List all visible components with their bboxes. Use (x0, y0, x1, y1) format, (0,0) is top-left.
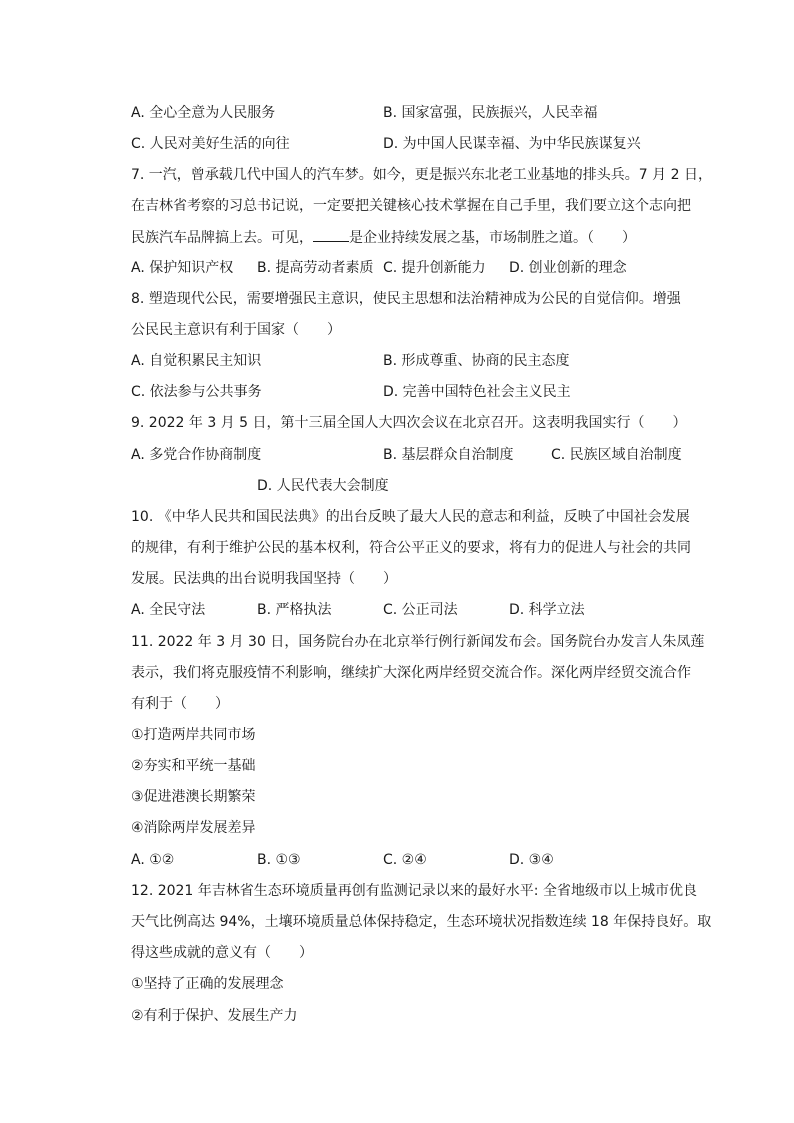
q10-option-b: B. 严格执法 (257, 602, 332, 618)
q11-stem-line1: 11. 2022 年 3 月 30 日，国务院台办在北京举行例行新闻发布会。国务院台办发言人朱凤莲 (131, 634, 705, 650)
q11-option-c: C. ②④ (383, 852, 427, 868)
q6-option-a: A. 全心全意为人民服务 (131, 105, 276, 121)
q11-stem-line3: 有利于（ ） (131, 696, 229, 712)
q11-statement-3: ③促进港澳长期繁荣 (131, 789, 256, 805)
q8-option-d: D. 完善中国特色社会主义民主 (383, 384, 571, 400)
q6-option-d: D. 为中国人民谋幸福、为中华民族谋复兴 (383, 136, 641, 152)
q10-stem-line2: 的规律，有利于维护公民的基本权利，符合公平正义的要求，将有力的促进人与社会的共同 (131, 540, 691, 556)
q12-statement-2: ②有利于保护、发展生产力 (131, 1008, 298, 1024)
q7-option-c: C. 提升创新能力 (383, 260, 486, 276)
q12-stem-line1: 12. 2021 年吉林省生态环境质量再创有监测记录以来的最好水平: 全省地级市以上城市优良 (131, 883, 697, 899)
q9-option-a: A. 多党合作协商制度 (131, 447, 262, 463)
q11-statement-1: ①打造两岸共同市场 (131, 727, 256, 743)
q7-stem-line3 (131, 228, 636, 247)
q9-stem-line1: 9. 2022 年 3 月 5 日，第十三届全国人大四次会议在北京召开。这表明我国实行（ ） (131, 415, 687, 431)
q7-stem-line1: 7. 一汽，曾承载几代中国人的汽车梦。如今，更是振兴东北老工业基地的排头兵。7 月 2 日， (131, 167, 712, 183)
q7-stem-line2: 在吉林省考察的习总书记说，一定要把关键核心技术掌握在自己手里，我们要立这个志向把 (131, 198, 691, 214)
q9-option-d: D. 人民代表大会制度 (257, 478, 389, 494)
q7-option-d: D. 创业创新的理念 (509, 260, 627, 276)
q10-stem-line3: 发展。民法典的出台说明我国坚持（ ） (131, 571, 397, 587)
q8-option-c: C. 依法参与公共事务 (131, 384, 262, 400)
q11-option-d: D. ③④ (509, 852, 554, 868)
q8-option-a: A. 自觉积累民主知识 (131, 353, 262, 369)
q11-option-b: B. ①③ (257, 852, 301, 868)
q11-option-a: A. ①② (131, 852, 175, 868)
q8-stem-line1: 8. 塑造现代公民，需要增强民主意识，使民主思想和法治精神成为公民的自觉信仰。增强 (131, 291, 681, 307)
q7-stem-line3-post: 是企业持续发展之基，市场制胜之道。（ ） (349, 230, 636, 246)
q10-option-a: A. 全民守法 (131, 602, 206, 618)
q12-statement-1: ①坚持了正确的发展理念 (131, 976, 284, 992)
q7-option-a: A. 保护知识产权 (131, 260, 234, 276)
q11-statement-2: ②夯实和平统一基础 (131, 758, 256, 774)
q12-stem-line2: 天气比例高达 94%，土壤环境质量总体保持稳定，生态环境状况指数连续 18 年保持良好。取 (131, 914, 712, 930)
q12-stem-line3: 得这些成就的意义有（ ） (131, 945, 313, 961)
q10-option-c: C. 公正司法 (383, 602, 458, 618)
q8-option-b: B. 形成尊重、协商的民主态度 (383, 353, 570, 369)
q10-stem-line1: 10. 《中华人民共和国民法典》的出台反映了最大人民的意志和利益，反映了中国社会发展 (131, 509, 690, 525)
q9-option-b: B. 基层群众自治制度 (383, 447, 514, 463)
q7-stem-line3-pre: 民族汽车品牌搞上去。可见， (131, 230, 313, 246)
q6-option-b: B. 国家富强，民族振兴，人民幸福 (383, 105, 598, 121)
q6-option-c: C. 人民对美好生活的向往 (131, 136, 290, 152)
q7-option-b: B. 提高劳动者素质 (257, 260, 374, 276)
q11-stem-line2: 表示，我们将克服疫情不利影响，继续扩大深化两岸经贸交流合作。深化两岸经贸交流合作 (131, 665, 691, 681)
q10-option-d: D. 科学立法 (509, 602, 585, 618)
q11-statement-4: ④消除两岸发展差异 (131, 820, 256, 836)
q9-option-c: C. 民族区域自治制度 (551, 447, 682, 463)
q8-stem-line2: 公民民主意识有利于国家（ ） (131, 322, 341, 338)
q7-answer-blank (313, 228, 349, 242)
